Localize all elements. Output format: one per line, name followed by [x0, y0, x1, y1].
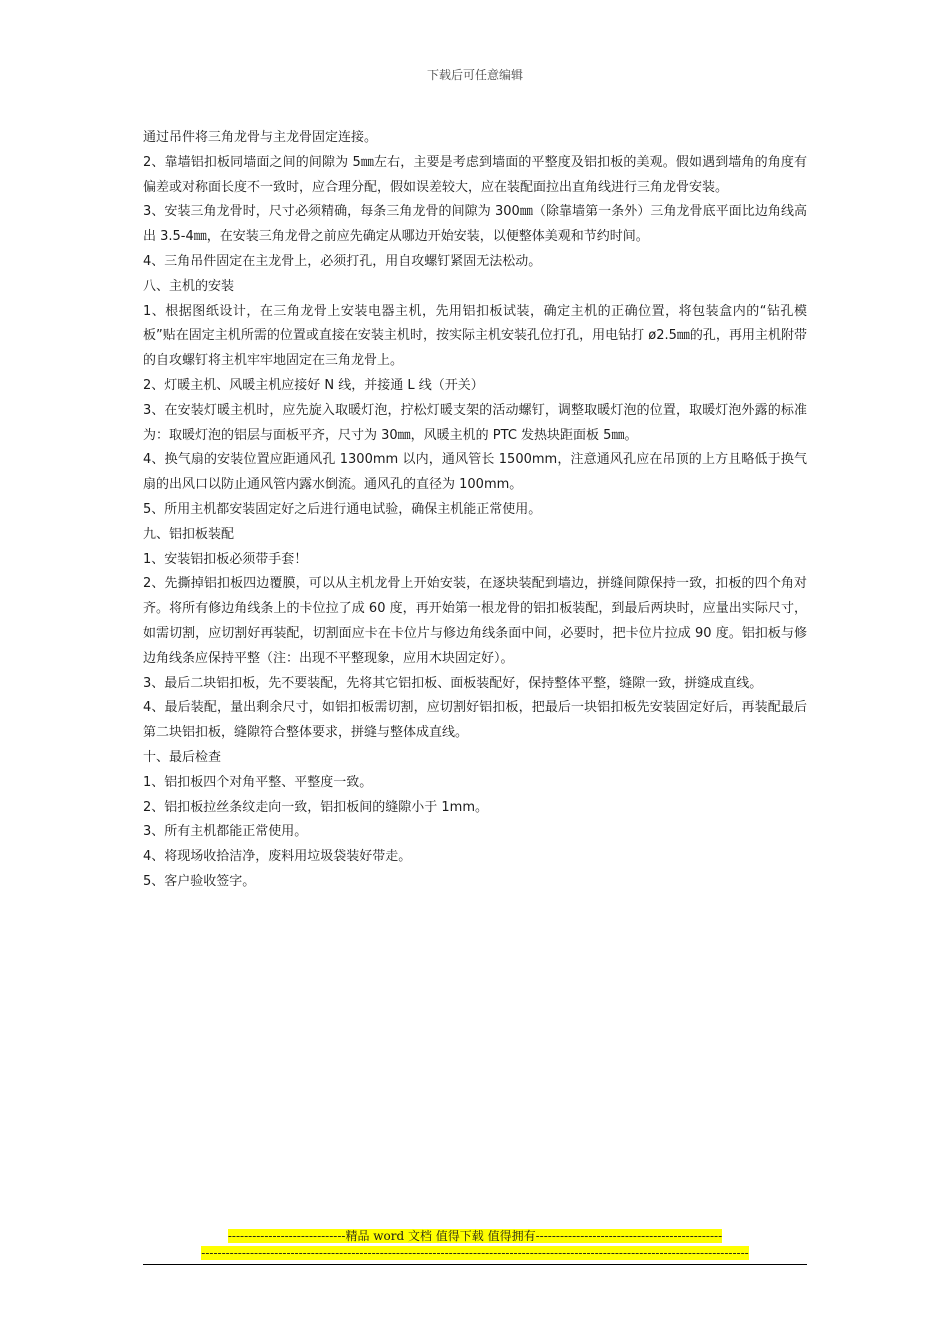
paragraph-item: 3、最后二块铝扣板，先不要装配，先将其它铝扣板、面板装配好，保持整体平整，缝隙一致，拼缝成直线。 [143, 675, 763, 691]
footer-dash-line [143, 1245, 807, 1262]
footer-dash-text: --------------------------------------------------------------------------------------------------------------------------------------- [201, 1246, 749, 1260]
paragraph-item: 5、所用主机都安装固定好之后进行通电试验，确保主机能正常使用。 [143, 501, 542, 517]
footer-banner-line [143, 1228, 807, 1245]
paragraph-item: 3、安装三角龙骨时，尺寸必须精确，每条三角龙骨的间隙为 300㎜（除靠墙第一条外）三角龙骨底平面比边角线高出 3.5-4㎜，在安装三角龙骨之前应先确定从哪边开始安装，以便整体美观和节约时间。 [143, 204, 807, 245]
paragraph-item: 4、换气扇的安装位置应距通风孔 1300mm 以内，通风管长 1500mm，注意通风孔应在吊顶的上方且略低于换气扇的出风口以防止通风管内露水倒流。通风孔的直径为 100mm。 [143, 452, 807, 493]
paragraph-item: 2、靠墙铝扣板同墙面之间的间隙为 5㎜左右，主要是考虑到墙面的平整度及铝扣板的美观。假如遇到墙角的角度有偏差或对称面长度不一致时，应合理分配，假如误差较大，应在装配面拉出直角线进行三角龙骨安装。 [143, 154, 807, 195]
section-heading: 八、主机的安装 [143, 278, 235, 294]
document-body [143, 126, 807, 895]
section-heading: 十、最后检查 [143, 749, 222, 765]
page-footer [143, 1228, 807, 1265]
paragraph-item: 2、灯暖主机、风暖主机应接好 N 线，并接通 L 线（开关） [143, 377, 484, 393]
paragraph-item: 2、先撕掉铝扣板四边覆膜，可以从主机龙骨上开始安装，在逐块装配到墙边，拼缝间隙保持一致，扣板的四个角对齐。将所有修边角线条上的卡位拉了成 60 度，再开始第一根龙骨的铝扣板装配，到最后两块时，应量出实际尺寸，如需切割，应切割好再装配，切割面应卡在卡位片与修边角线条面中间，必要时，把卡位片拉成 90 度。铝扣板与修边角线条应保持平整（注：出现不平整现象，应用木块固定好）。 [143, 576, 807, 666]
paragraph-item: 1、铝扣板四个对角平整、平整度一致。 [143, 774, 373, 790]
paragraph-item: 4、将现场收拾洁净，废料用垃圾袋装好带走。 [143, 849, 412, 865]
section-heading: 九、铝扣板装配 [143, 526, 235, 542]
paragraph-item: 4、最后装配，量出剩余尺寸，如铝扣板需切割，应切割好铝扣板，把最后一块铝扣板先安装固定好后，再装配最后第二块铝扣板，缝隙符合整体要求，拼缝与整体成直线。 [143, 700, 807, 741]
footer-rule [143, 1264, 807, 1265]
page-header: 下载后可任意编辑 [426, 68, 523, 82]
paragraph-item: 3、所有主机都能正常使用。 [143, 824, 308, 840]
paragraph-item: 1、根据图纸设计，在三角龙骨上安装电器主机，先用铝扣板试装，确定主机的正确位置，将包装盒内的“钻孔模板”贴在固定主机所需的位置或直接在安装主机时，按实际主机安装孔位打孔，用电钻打 ø2.5㎜的孔，再用主机附带的自攻螺钉将主机牢牢地固定在三角龙骨上。 [143, 303, 807, 369]
paragraph-item: 5、客户验收签字。 [143, 873, 256, 889]
paragraph-continuation: 通过吊件将三角龙骨与主龙骨固定连接。 [143, 130, 378, 145]
paragraph-item: 1、安装铝扣板必须带手套！ [143, 551, 308, 567]
paragraph-item: 2、铝扣板拉丝条纹走向一致，铝扣板间的缝隙小于 1mm。 [143, 799, 489, 815]
footer-banner-text: -----------------------------精品 word 文档 值得下载 值得拥有---------------------------------------------- [227, 1229, 723, 1243]
paragraph-item: 3、在安装灯暖主机时，应先旋入取暖灯泡，拧松灯暖支架的活动螺钉，调整取暖灯泡的位置，取暖灯泡外露的标准为：取暖灯泡的铝层与面板平齐，尺寸为 30㎜，风暖主机的 PTC 发热块距面板 5㎜。 [143, 402, 807, 443]
paragraph-item: 4、三角吊件固定在主龙骨上，必须打孔，用自攻螺钉紧固无法松动。 [143, 253, 542, 269]
